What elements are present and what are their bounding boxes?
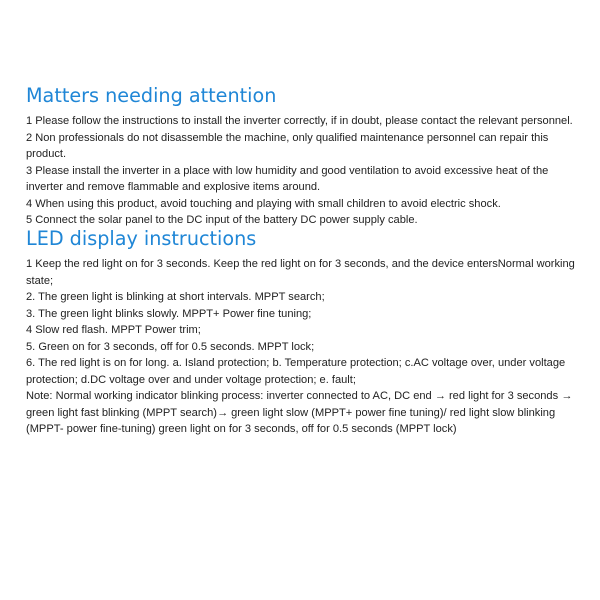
attention-item: 4 When using this product, avoid touching and playing with small children to avoid electric shock. <box>26 197 501 210</box>
attention-list <box>26 113 582 229</box>
note-paragraph <box>26 388 582 438</box>
led-item: 3. The green light blinks slowly. MPPT+ Power fine tuning; <box>26 307 312 320</box>
led-item: 1 Keep the red light on for 3 seconds. Keep the red light on for 3 seconds, and the device entersNormal working state; <box>26 258 575 287</box>
attention-item: 2 Non professionals do not disassemble the machine, only qualified maintenance personnel can repair this product. <box>26 131 549 160</box>
led-item: 4 Slow red flash. MPPT Power trim; <box>26 324 201 336</box>
led-list <box>26 256 582 388</box>
led-item: 5. Green on for 3 seconds, off for 0.5 seconds. MPPT lock; <box>26 340 315 353</box>
led-item: 2. The green light is blinking at short intervals. MPPT search; <box>26 291 325 303</box>
attention-item: 3 Please install the inverter in a place with low humidity and good ventilation to avoid excessive heat of the inverter and remove flammable and explosive items around. <box>26 164 549 193</box>
led-item: 6. The red light is on for long. a. Island protection; b. Temperature protection; c.AC voltage over, under voltage protection; d.DC voltage over and under voltage protection; e. fault; <box>26 357 566 386</box>
note-text: Note: Normal working indicator blinking process: inverter connected to AC, DC end → red light for 3 seconds → green light fast blinking (MPPT search)→ green light slow (MPPT+ power fine tuning)/ red light slow blinking (MPPT- power fine-tuning) green light on for 3 seconds, off for 0.5 seconds (MPPT lock) <box>26 390 573 435</box>
led-heading: LED display instructions <box>26 227 257 250</box>
attention-item: 1 Please follow the instructions to install the inverter correctly, if in doubt, please contact the relevant personnel. <box>26 115 573 127</box>
attention-item: 5 Connect the solar panel to the DC input of the battery DC power supply cable. <box>26 214 418 226</box>
attention-heading: Matters needing attention <box>26 84 277 107</box>
